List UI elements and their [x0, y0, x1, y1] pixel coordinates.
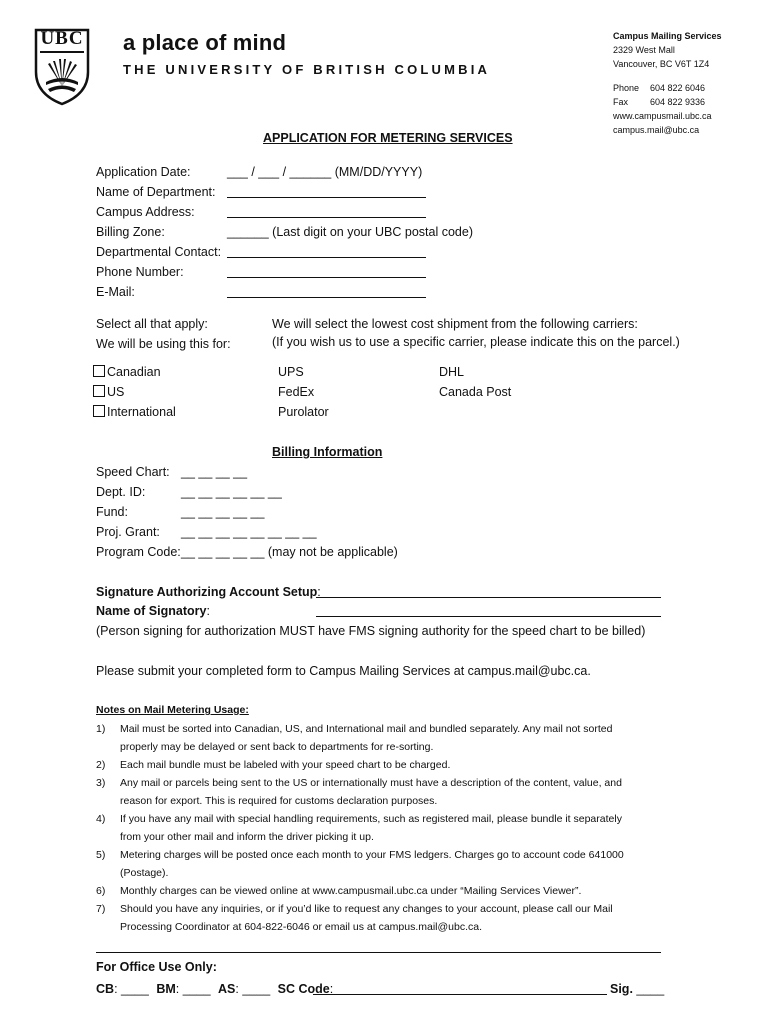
note-number: 3): [96, 777, 106, 789]
list-item: [96, 900, 640, 936]
note-number: 2): [96, 759, 106, 771]
as-field[interactable]: : ____: [235, 982, 271, 996]
contact-address2: Vancouver, BC V6T 1Z4: [613, 59, 710, 69]
fund-label: Fund:: [96, 505, 128, 519]
phone-number-field[interactable]: [227, 277, 426, 278]
speed-chart-label: Speed Chart:: [96, 465, 170, 479]
campus-address-field[interactable]: [227, 217, 426, 218]
usage-option-label: US: [107, 385, 125, 399]
office-use-row: [96, 981, 333, 997]
signatory-label: Name of Signatory: [96, 604, 207, 618]
ubc-logo-text: UBC: [40, 28, 84, 49]
usage-option-international[interactable]: [93, 404, 176, 420]
carrier-purolator: Purolator: [278, 405, 329, 419]
sig-row: [610, 981, 664, 997]
colon: :: [317, 585, 321, 599]
contact-org: Campus Mailing Services: [613, 31, 722, 41]
notes-heading: Notes on Mail Metering Usage:: [96, 704, 249, 716]
signature-note: (Person signing for authorization MUST have FMS signing authority for the speed chart to be billed): [96, 624, 646, 638]
contact-web: www.campusmail.ubc.ca: [613, 111, 712, 121]
list-item: [96, 882, 640, 900]
checkbox-international[interactable]: [93, 405, 105, 417]
fax-value: 604 822 9336: [650, 97, 706, 107]
contact-phone-row: [613, 82, 722, 94]
department-label: Name of Department:: [96, 185, 216, 199]
bm-label: BM: [156, 982, 176, 996]
bm-field[interactable]: : ____: [175, 982, 211, 996]
proj-grant-field[interactable]: __ __ __ __ __ __ __ __: [181, 525, 317, 539]
checkbox-canadian[interactable]: [93, 365, 105, 377]
cb-label: CB: [96, 982, 115, 996]
as-label: AS: [218, 982, 236, 996]
phone-label: Phone: [613, 83, 640, 93]
signature-authorizing-label: Signature Authorizing Account Setup: [96, 585, 318, 599]
usage-option-label: Canadian: [107, 365, 161, 379]
note-number: 6): [96, 885, 106, 897]
email-label: E-Mail:: [96, 285, 135, 299]
ubc-crest-logo: [34, 28, 90, 106]
select-all-label: Select all that apply:: [96, 317, 208, 331]
university-name: THE UNIVERSITY OF BRITISH COLUMBIA: [123, 62, 491, 77]
application-date-label: Application Date:: [96, 165, 191, 179]
carrier-ups: UPS: [278, 365, 304, 379]
fax-label: Fax: [613, 97, 629, 107]
form-title: APPLICATION FOR METERING SERVICES: [263, 131, 513, 145]
list-item: [96, 774, 640, 810]
billing-heading: Billing Information: [272, 445, 383, 459]
fund-field[interactable]: __ __ __ __ __: [181, 505, 265, 519]
carrier-fedex: FedEx: [278, 385, 315, 399]
billing-zone-label: Billing Zone:: [96, 225, 165, 239]
speed-chart-field[interactable]: __ __ __ __: [181, 465, 248, 479]
dept-id-label: Dept. ID:: [96, 485, 146, 499]
sc-code-field[interactable]: [313, 994, 607, 995]
note-number: 1): [96, 723, 106, 735]
departmental-contact-label: Departmental Contact:: [96, 245, 222, 259]
list-item: [96, 756, 640, 774]
contact-block: [613, 30, 722, 136]
signature-authorizing-row: [96, 584, 321, 600]
program-code-field[interactable]: __ __ __ __ __ (may not be applicable): [181, 545, 398, 559]
note-number: 5): [96, 849, 106, 861]
list-item: [96, 720, 640, 756]
carriers-note-2: (If you wish us to use a specific carrier, please indicate this on the parcel.): [272, 335, 680, 349]
office-divider: [96, 952, 661, 953]
note-text: Each mail bundle must be labeled with your speed chart to be charged.: [120, 759, 451, 771]
carrier-dhl: DHL: [439, 365, 465, 379]
note-number: 7): [96, 903, 106, 915]
email-field[interactable]: [227, 297, 426, 298]
application-date-field[interactable]: ___ / ___ / ______ (MM/DD/YYYY): [227, 165, 423, 179]
notes-list: [96, 720, 640, 936]
contact-address1: 2329 West Mall: [613, 45, 675, 55]
submit-instruction: Please submit your completed form to Campus Mailing Services at campus.mail@ubc.ca.: [96, 664, 591, 678]
will-be-using-label: We will be using this for:: [96, 337, 231, 351]
usage-option-canadian[interactable]: [93, 364, 161, 380]
office-use-heading: For Office Use Only:: [96, 960, 217, 974]
colon: :: [329, 982, 334, 996]
note-text: If you have any mail with special handling requirements, such as registered mail, please bundle it separately from your other mail and inform the driver picking it up.: [120, 813, 622, 843]
note-text: Should you have any inquiries, or if you’d like to request any changes to your account, please call our Mail Processing Coordinator at 604-822-6046 or email us at campus.mail@ubc.ca.: [120, 903, 613, 933]
billing-zone-field[interactable]: ______ (Last digit on your UBC postal code): [227, 225, 473, 239]
cb-field[interactable]: : ____: [114, 982, 149, 996]
contact-email: campus.mail@ubc.ca: [613, 125, 700, 135]
sc-code-label: SC Code: [277, 982, 330, 996]
contact-fax-row: [613, 96, 722, 108]
sig-field[interactable]: ____: [632, 982, 665, 996]
note-text: Mail must be sorted into Canadian, US, and International mail and bundled separately. Any mail not sorted properly may be delayed or sent back to departments for re-sorting.: [120, 723, 613, 753]
checkbox-us[interactable]: [93, 385, 105, 397]
list-item: [96, 846, 640, 882]
note-text: Any mail or parcels being sent to the US or internationally must have a description of the content, value, and reason for export. This is required for customs declaration purposes.: [120, 777, 622, 807]
signature-authorizing-field[interactable]: [316, 597, 661, 598]
carrier-canada-post: Canada Post: [439, 385, 512, 399]
dept-id-field[interactable]: __ __ __ __ __ __: [181, 485, 282, 499]
note-number: 4): [96, 813, 106, 825]
usage-option-us[interactable]: [93, 384, 124, 400]
list-item: [96, 810, 640, 846]
department-field[interactable]: [227, 197, 426, 198]
tagline: a place of mind: [123, 30, 287, 55]
campus-address-label: Campus Address:: [96, 205, 195, 219]
phone-number-label: Phone Number:: [96, 265, 184, 279]
usage-option-label: International: [107, 405, 176, 419]
proj-grant-label: Proj. Grant:: [96, 525, 160, 539]
sig-label: Sig.: [610, 982, 633, 996]
program-code-label: Program Code:: [96, 545, 181, 559]
carriers-note-1: We will select the lowest cost shipment from the following carriers:: [272, 317, 638, 331]
colon: :: [206, 604, 210, 618]
note-text: Monthly charges can be viewed online at www.campusmail.ubc.ca under “Mailing Services Viewer”.: [120, 885, 582, 897]
note-text: Metering charges will be posted once each month to your FMS ledgers. Charges go to account code 641000 (Postage).: [120, 849, 624, 879]
signatory-field[interactable]: [316, 616, 661, 617]
phone-value: 604 822 6046: [650, 83, 706, 93]
signatory-row: [96, 603, 210, 619]
departmental-contact-field[interactable]: [227, 257, 426, 258]
